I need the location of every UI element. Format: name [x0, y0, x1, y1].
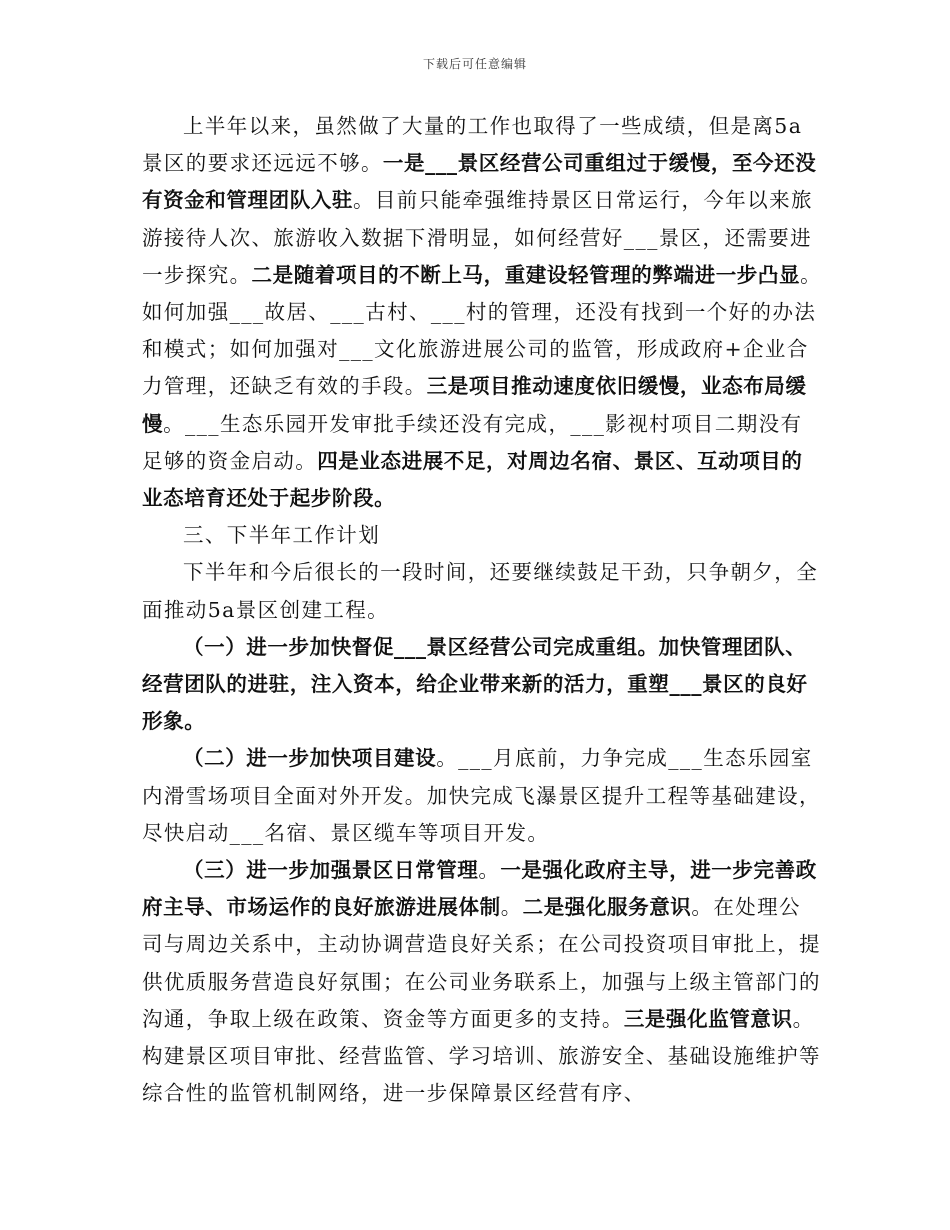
bold-run: （二）进一步加快项目建设: [183, 746, 437, 771]
text-run: 。___月底前，力争完成___生态乐园室内滑雪场项目全面对外开发。加快完成飞瀑景区提升工程等基础建设，尽快启动___名宿、景区缆车等项目开发。: [142, 746, 821, 845]
paragraph-intro: 下半年和今后很长的一段时间，还要继续鼓足干劲，只争朝夕，全面推动5a景区创建工程。: [142, 560, 819, 622]
paragraph-problems: [142, 108, 822, 517]
text-run: 。在处理公司与周边关系中，主动协调营造良好关系；在公司投资项目审批上，提供优质服务营造良好氛围；在公司业务联系上，加强与上级主管部门的沟通，争取上级在政策、资金等方面更多的支持。: [142, 895, 821, 1031]
bold-run: 三是项目推动速度依旧缓慢，业态布局缓慢: [142, 374, 807, 436]
bold-run: 三是强化监管意识: [623, 1006, 793, 1031]
paragraph-item-2: [142, 740, 822, 852]
text-run: 。构建景区项目审批、经营监管、学习培训、旅游安全、基础设施维护等综合性的监管机制网络，进一步保障景区经营有序、: [142, 1006, 821, 1106]
bold-run: 一是强化政府主导，进一步完善政府主导、市场运作的良好旅游进展体制: [142, 858, 817, 920]
section-heading: 三、下半年工作计划: [183, 523, 381, 548]
document-body: [142, 108, 822, 1112]
paragraph-item-3: [142, 852, 822, 1112]
page-header: 下载后可任意编辑: [422, 57, 527, 71]
bold-run: 一是___景区经营公司重组过于缓慢，至今还没有资金和管理团队入驻: [142, 151, 817, 213]
text-run: 上半年以来，虽然做了大量的工作也取得了一些成绩，但是离5a景区的要求还远远不够。: [142, 114, 803, 176]
paragraph-item-1: （一）进一步加快督促___景区经营公司完成重组。加快管理团队、经营团队的进驻，注入资本，给企业带来新的活力，重塑___景区的良好形象。: [142, 634, 808, 734]
text-run: 。如何加强___故居、___古村、___村的管理，还没有找到一个好的办法和模式；如何加强对___文化旅游进展公司的监管，形成政府+企业合力管理，还缺乏有效的手段。: [142, 262, 823, 399]
bold-run: 二是强化服务意识: [522, 895, 692, 920]
bold-run: （三）进一步加强景区日常管理: [183, 858, 479, 883]
text-run: 。: [500, 895, 523, 920]
bold-run: 四是业态进展不足，对周边名宿、景区、互动项目的业态培育还处于起步阶段。: [142, 448, 803, 511]
text-run: 。___生态乐园开发审批手续还没有完成，___影视村项目二期没有足够的资金启动。: [142, 411, 803, 473]
bold-run: 二是随着项目的不断上马，重建设轻管理的弊端进一步凸显: [251, 262, 801, 287]
text-run: 。目前只能牵强维持景区日常运行，今年以来旅游接待人次、旅游收入数据下滑明显，如何经营好___景区，还需要进一步探究。: [142, 188, 813, 287]
text-run: 。: [478, 858, 501, 883]
